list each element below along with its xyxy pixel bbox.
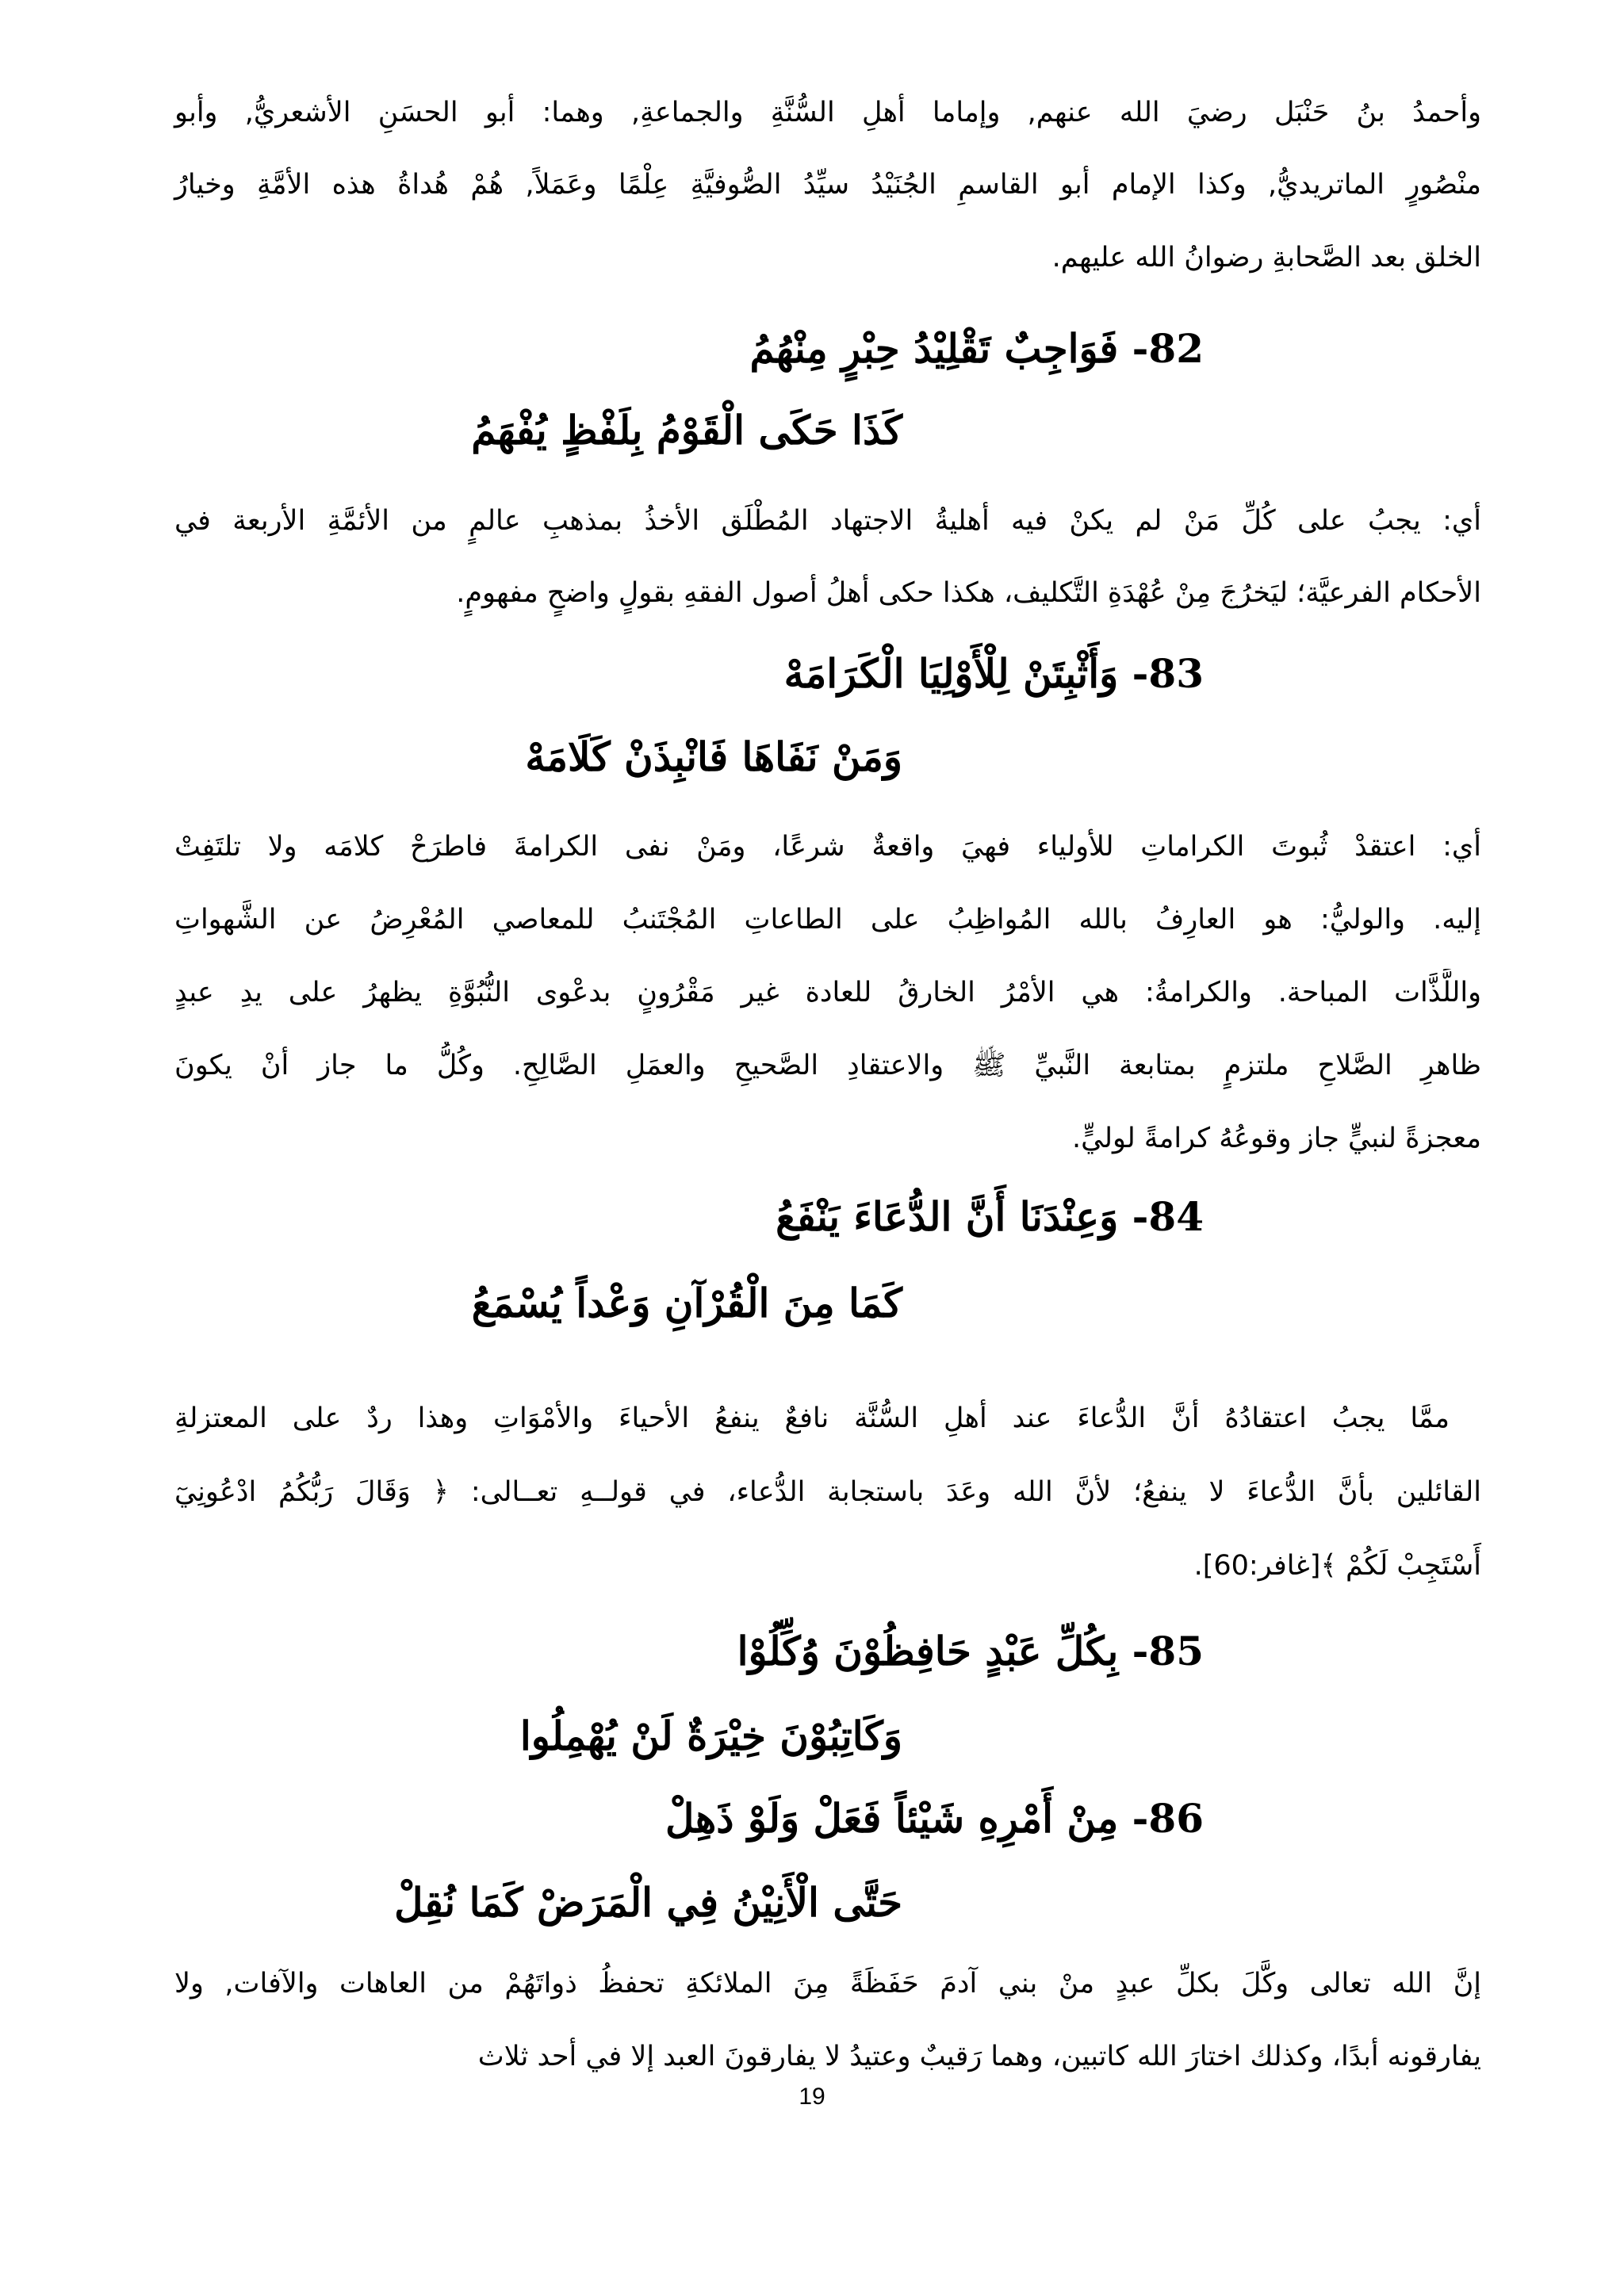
verse-first-hemistich: 84- وَعِنْدَنَا أَنَّ الدُّعَاءَ يَنْفَعُ bbox=[776, 1193, 1204, 1240]
verse-second-hemistich: حَتَّى الْأَنِيْنُ فِي الْمَرَضْ كَمَا نُقِلْ bbox=[394, 1879, 902, 1926]
paragraph-line: الأحكام الفرعيَّة؛ ليَخرُجَ مِنْ عُهْدَةِ التَّكليف، هكذا حكى أهلُ أصول الفقهِ بقولٍ واضحٍ مفهومٍ. bbox=[456, 577, 1481, 609]
paragraph-line: أي: اعتقدْ ثُبوتَ الكراماتِ للأولياء فهيَ واقعةٌ شرعًا، ومَنْ نفى الكرامةَ فاطرَحْ كلامَه ولا تلتَفِتْ bbox=[174, 831, 1481, 863]
paragraph-line: إنَّ الله تعالى وكَّلَ بكلِّ عبدٍ منْ بني آدمَ حَفَظَةً مِنَ الملائكةِ تحفظُ ذواتَهُمْ من العاهات والآفات, ولا bbox=[174, 1968, 1481, 1999]
verse-first-hemistich: 86- مِنْ أَمْرِهِ شَيْئاً فَعَلْ وَلَوْ ذَهِلْ bbox=[665, 1795, 1204, 1842]
paragraph-line: إليه. والوليُّ: هو العارِفُ بالله المُواظِبُ على الطاعاتِ المُجْتَنبُ للمعاصي المُعْرِضُ عن الشَّهواتِ bbox=[174, 904, 1481, 936]
verse-second-hemistich: كَمَا مِنَ الْقُرْآنِ وَعْداً يُسْمَعُ bbox=[471, 1280, 902, 1326]
verse-first-hemistich: 82- فَوَاجِبٌ تَقْلِيْدُ حِبْرٍ مِنْهُمُ bbox=[749, 325, 1204, 372]
verse-second-hemistich: كَذَا حَكَى الْقَوْمُ بِلَفْظٍ يُفْهَمُ bbox=[471, 407, 902, 453]
paragraph-line: الخلق بعد الصَّحابةِ رضوانُ الله عليهم. bbox=[1051, 242, 1481, 274]
paragraph-line: ظاهرِ الصَّلاحِ ملتزمٍ بمتابعة النَّبيِّ ﷺ والاعتقادِ الصَّحيحِ والعمَلِ الصَّالِحِ. وكُلُّ ما جاز أنْ يكونَ bbox=[174, 1050, 1481, 1081]
paragraph-line: أي: يجبُ على كُلِّ مَنْ لم يكنْ فيه أهليةُ الاجتهاد المُطْلَق الأخذُ بمذهبِ عالمٍ من الأئمَّةِ الأربعة في bbox=[174, 505, 1481, 537]
paragraph-line: وأحمدُ بنُ حَنْبَل رضيَ الله عنهم, وإماما أهلِ السُّنَّةِ والجماعةِ, وهما: أبو الحسَنِ الأشعريُّ, وأبو bbox=[174, 97, 1481, 128]
page-number: 19 bbox=[799, 2084, 825, 2110]
paragraph-line: القائلين بأنَّ الدُّعاءَ لا ينفعُ؛ لأنَّ الله وعَدَ باستجابة الدُّعاء، في قولــهِ تعــالى: ﴿ وَقَالَ رَبُّكُمُ ادْعُونِيٓ bbox=[174, 1476, 1481, 1508]
verse-second-hemistich: وَمَنْ نَفَاهَا فَانْبِذَنْ كَلَامَهْ bbox=[525, 733, 902, 780]
paragraph-line: يفارقونه أبدًا، وكذلك اختارَ الله كاتبين، وهما رَقيبٌ وعتيدُ لا يفارقونَ العبد إلا في أحد ثلاث bbox=[477, 2041, 1481, 2072]
paragraph-line: منْصُورٍ الماتريديُّ, وكذا الإمام أبو القاسمِ الجُنَيْدُ سيِّدُ الصُّوفيَّةِ عِلْمًا وعَمَلاً, هُمْ هُداةُ هذه الأمَّةِ وخيارُ bbox=[174, 169, 1481, 201]
paragraph-line: واللَّذَّات المباحة. والكرامةُ: هي الأمْرُ الخارقُ للعادة غير مَقْرُونٍ بدعْوى النُّبُوَّةِ يظهرُ على يدِ عبدٍ bbox=[174, 977, 1481, 1008]
paragraph-line: معجزةً لنبيٍّ جاز وقوعُهُ كرامةً لوليٍّ. bbox=[1072, 1123, 1481, 1154]
verse-second-hemistich: وَكَاتِبُوْنَ خِيْرَةٌ لَنْ يُهْمِلُوا bbox=[519, 1712, 902, 1759]
paragraph-line: ممَّا يجبُ اعتقادُهُ أنَّ الدُّعاءَ عند أهلِ السُّنَّة نافعٌ ينفعُ الأحياءَ والأمْوَاتِ وهذا ردٌ على المعتزلةِ bbox=[174, 1402, 1450, 1434]
verse-first-hemistich: 83- وَأَثْبِتَنْ لِلْأَوْلِيَا الْكَرَامَهْ bbox=[783, 650, 1204, 697]
verse-first-hemistich: 85- بِكُلِّ عَبْدٍ حَافِظُوْنَ وُكِّلُوْا bbox=[737, 1628, 1204, 1674]
paragraph-line: أَسْتَجِبْ لَكُمْ ﴾[غافر:60]. bbox=[1193, 1550, 1481, 1582]
